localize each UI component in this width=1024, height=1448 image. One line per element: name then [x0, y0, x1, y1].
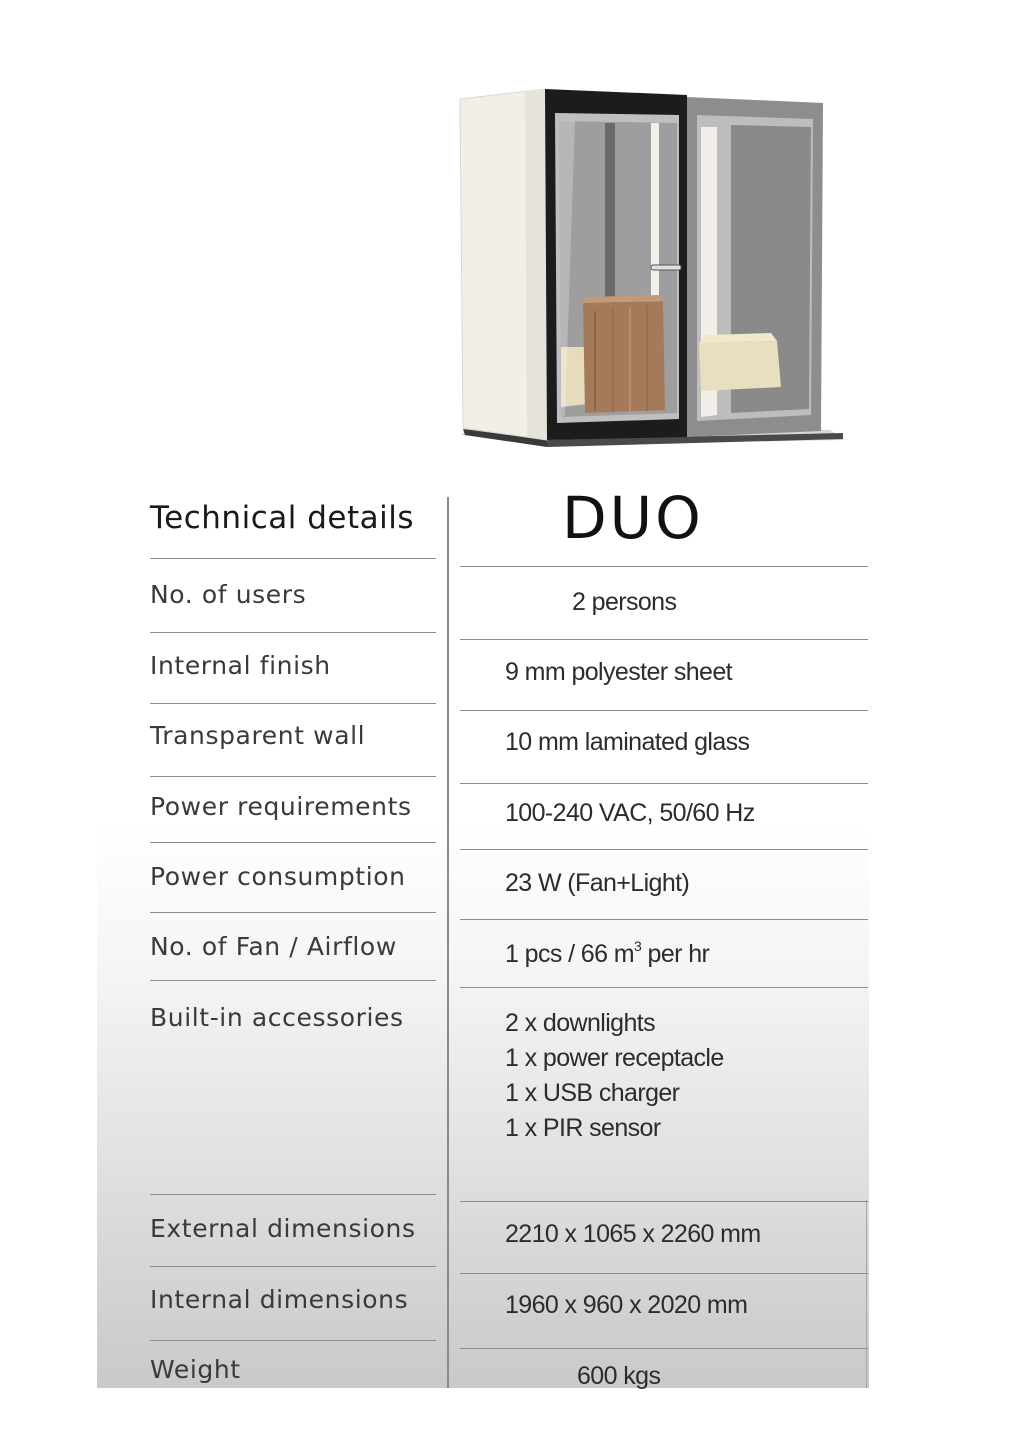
row-rule — [460, 566, 868, 567]
spec-value-internal-dimensions: 1960 x 960 x 2020 mm — [505, 1291, 748, 1319]
row-rule — [460, 710, 868, 711]
spec-label-internal-dimensions: Internal dimensions — [150, 1285, 409, 1314]
column-divider — [447, 497, 449, 1388]
row-rule — [150, 842, 436, 843]
spec-label-accessories: Built-in accessories — [150, 1003, 404, 1032]
airflow-superscript: 3 — [633, 938, 642, 954]
spec-label-transparent-wall: Transparent wall — [150, 721, 366, 750]
row-rule — [460, 783, 868, 784]
row-rule — [150, 980, 436, 981]
pod-illustration — [455, 85, 845, 450]
spec-value-external-dimensions: 2210 x 1065 x 2260 mm — [505, 1220, 761, 1248]
spec-value-users: 2 persons — [572, 588, 677, 616]
accessory-item: 1 x USB charger — [505, 1079, 680, 1107]
model-name: DUO — [562, 484, 704, 552]
row-rule — [460, 1273, 868, 1274]
row-rule — [150, 632, 436, 633]
row-rule — [150, 1266, 436, 1267]
row-rule — [150, 1340, 436, 1341]
row-rule — [460, 1348, 868, 1349]
spec-label-weight: Weight — [150, 1355, 241, 1384]
airflow-suffix: per hr — [641, 940, 710, 968]
spec-value-power-requirements: 100-240 VAC, 50/60 Hz — [505, 799, 755, 827]
spec-value-fan-airflow — [505, 938, 709, 969]
row-rule — [150, 912, 436, 913]
accessory-item: 1 x power receptacle — [505, 1044, 724, 1072]
row-rule — [460, 639, 868, 640]
row-rule — [460, 1201, 868, 1202]
row-rule — [150, 558, 436, 559]
row-rule — [460, 987, 868, 988]
spec-value-weight: 600 kgs — [577, 1362, 661, 1390]
product-image — [455, 85, 845, 450]
accessory-item: 1 x PIR sensor — [505, 1114, 661, 1142]
airflow-prefix: 1 pcs / 66 m — [505, 940, 634, 968]
row-rule — [150, 1194, 436, 1195]
spec-value-internal-finish: 9 mm polyester sheet — [505, 658, 732, 686]
row-rule — [460, 919, 868, 920]
accessory-item: 2 x downlights — [505, 1009, 656, 1037]
spec-label-external-dimensions: External dimensions — [150, 1214, 416, 1243]
spec-value-transparent-wall: 10 mm laminated glass — [505, 728, 750, 756]
table-heading: Technical details — [150, 500, 414, 536]
spec-value-accessories — [505, 1006, 724, 1146]
row-rule — [150, 776, 436, 777]
spec-label-internal-finish: Internal finish — [150, 651, 331, 680]
right-edge-rule — [866, 1200, 867, 1388]
spec-label-users: No. of users — [150, 580, 307, 609]
row-rule — [150, 703, 436, 704]
spec-label-fan-airflow: No. of Fan / Airflow — [150, 932, 397, 961]
spec-value-power-consumption: 23 W (Fan+Light) — [505, 869, 690, 897]
spec-label-power-consumption: Power consumption — [150, 862, 406, 891]
row-rule — [460, 849, 868, 850]
spec-label-power-requirements: Power requirements — [150, 792, 412, 821]
